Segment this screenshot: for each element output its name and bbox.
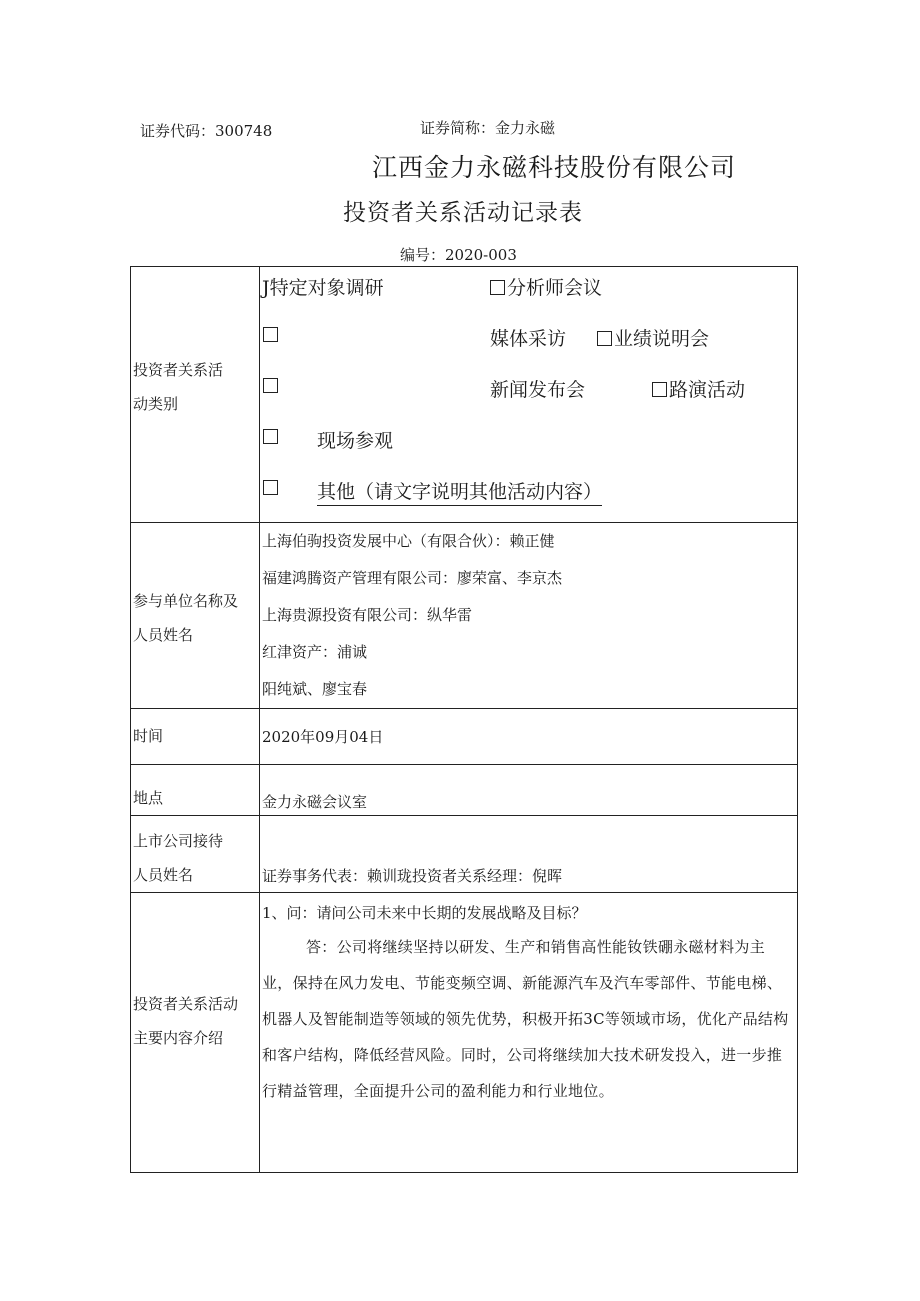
list-item: 上海伯驹投资发展中心（有限合伙）：赖正健 <box>262 532 555 550</box>
company-name: 江西金力永磁科技股份有限公司 <box>372 153 737 182</box>
checkbox[interactable] <box>263 480 278 495</box>
stock-abbreviation: 证券简称：金力永磁 <box>420 119 556 137</box>
option-other[interactable]: 其他（请文字说明其他活动内容） <box>317 477 602 506</box>
list-item: 福建鸿腾资产管理有限公司：廖荣富、李京杰 <box>262 569 563 587</box>
checkbox[interactable] <box>652 382 667 397</box>
participants-list <box>260 523 798 709</box>
participants-label-cell <box>131 523 260 709</box>
activity-type-options <box>260 267 798 523</box>
activity-type-label-cell <box>131 267 260 523</box>
content-label: 投资者关系活动 <box>133 995 239 1013</box>
reception-value-cell <box>260 816 798 893</box>
checkbox[interactable] <box>597 331 612 346</box>
time-value-cell <box>260 709 798 765</box>
record-table <box>130 266 798 1173</box>
form-title: 投资者关系活动记录表 <box>343 200 583 226</box>
checked-mark: J <box>262 277 270 299</box>
option-research[interactable]: 特定对象调研 <box>269 277 384 299</box>
content-label-cell <box>131 893 260 1173</box>
location-value: 金力永磁会议室 <box>262 793 368 811</box>
answer-text: 答：公司将继续坚持以研发、生产和销售高性能钕铁硼永磁材料为主业，保持在风力发电、节能变频空调、新能源汽车及汽车零部件、节能电梯、机器人及智能制造等领域的领先优势，积极开拓3C等领域市场，优化产品结构和客户结构，降低经营风险。同时，公司将继续加大技术研发投入，进一步推行精益管理，全面提升公司的盈利能力和行业地位。 <box>262 938 789 1100</box>
option-media-interview[interactable]: 媒体采访 <box>490 328 567 350</box>
checkbox[interactable] <box>263 378 278 393</box>
location-label: 地点 <box>133 789 164 807</box>
content-label: 主要内容介绍 <box>133 1029 224 1047</box>
participants-label: 人员姓名 <box>133 626 194 644</box>
checkbox[interactable] <box>490 280 505 295</box>
time-value: 2020年09月04日 <box>262 728 384 746</box>
table-row <box>131 523 798 709</box>
activity-type-label: 动类别 <box>133 395 179 413</box>
list-item: 阳纯斌、廖宝春 <box>262 680 368 698</box>
location-label-cell <box>131 765 260 816</box>
time-label-cell <box>131 709 260 765</box>
option-analyst-meeting[interactable]: 分析师会议 <box>507 277 603 299</box>
location-value-cell <box>260 765 798 816</box>
reception-label-cell <box>131 816 260 893</box>
table-row <box>131 267 798 523</box>
participants-label: 参与单位名称及 <box>133 592 239 610</box>
reception-label: 上市公司接待 <box>133 832 224 850</box>
reception-value: 证券事务代表：赖训珑投资者关系经理：倪晖 <box>262 867 563 885</box>
table-row <box>131 709 798 765</box>
list-item: 红津资产：浦诚 <box>262 643 368 661</box>
option-press-conference[interactable]: 新闻发布会 <box>490 379 586 401</box>
document-number: 编号：2020-003 <box>400 246 517 264</box>
table-row <box>131 765 798 816</box>
checkbox[interactable] <box>263 429 278 444</box>
list-item: 上海贵源投资有限公司：纵华雷 <box>262 606 473 624</box>
question-text: 1、问：请问公司未来中长期的发展战略及目标？ <box>262 904 587 922</box>
option-earnings-briefing[interactable]: 业绩说明会 <box>614 328 710 350</box>
content-body-cell <box>260 893 798 1173</box>
reception-label: 人员姓名 <box>133 866 194 884</box>
option-site-visit[interactable]: 现场参观 <box>317 430 394 452</box>
option-roadshow[interactable]: 路演活动 <box>669 379 746 401</box>
checkbox[interactable] <box>263 327 278 342</box>
stock-code: 证券代码：300748 <box>140 122 273 140</box>
activity-type-label: 投资者关系活 <box>133 361 224 379</box>
table-row <box>131 893 798 1173</box>
time-label: 时间 <box>133 727 164 745</box>
table-row <box>131 816 798 893</box>
